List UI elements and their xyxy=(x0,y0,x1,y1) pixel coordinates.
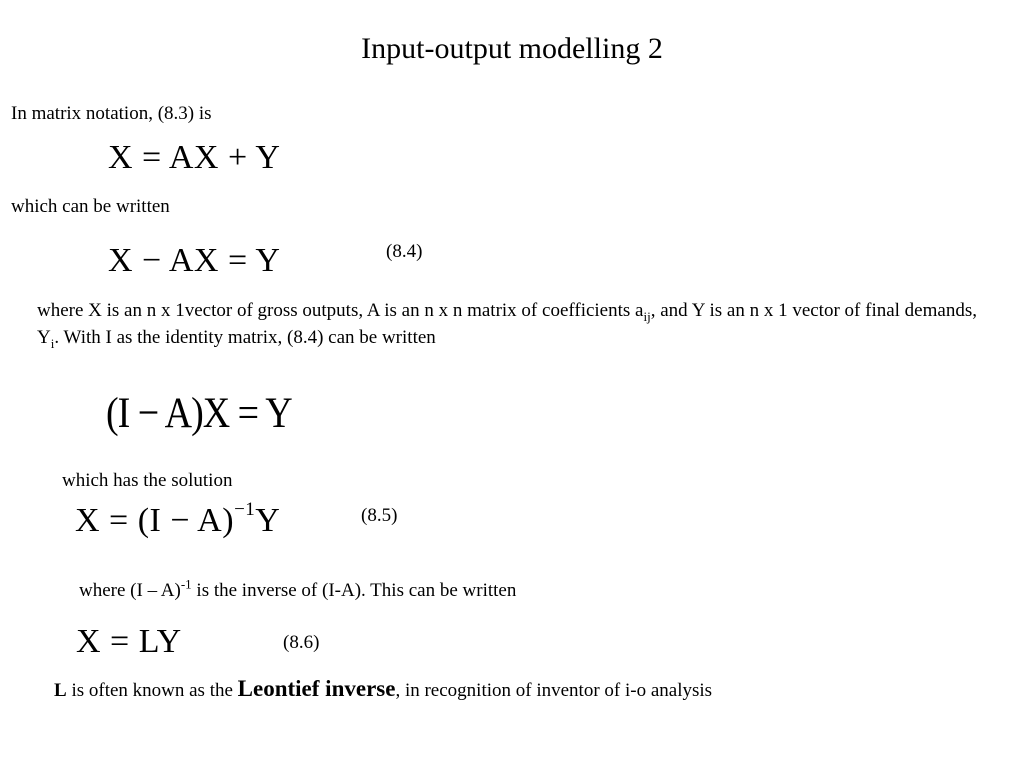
slide-title: Input-output modelling 2 xyxy=(361,32,663,65)
subscript-i: i xyxy=(50,335,55,351)
which-can-be-written-text: which can be written xyxy=(11,196,170,217)
solution-text: which has the solution xyxy=(62,470,233,491)
leontief-inverse-term: Leontief inverse xyxy=(237,676,396,701)
matrix-l-label: L xyxy=(54,680,67,701)
equation-8-3: X = AX + Y xyxy=(108,139,281,176)
definition-paragraph xyxy=(37,297,997,351)
equation-8-5-right: Y xyxy=(255,502,281,539)
equation-8-5-left: X = (I − A) xyxy=(75,502,235,539)
intro-text: In matrix notation, (8.3) is xyxy=(11,103,212,124)
definition-part-2: , and Y is an n x 1 vector of final demands, Y xyxy=(37,300,977,348)
equation-number-8-6: (8.6) xyxy=(283,632,320,653)
equation-number-8-4: (8.4) xyxy=(386,241,423,262)
leontief-footer-text xyxy=(54,676,712,702)
definition-part-3: . With I as the identity matrix, (8.4) can be written xyxy=(54,327,436,348)
equation-8-4: X − AX = Y xyxy=(108,242,281,279)
equation-identity-form: (I − A)X = Y xyxy=(106,389,292,438)
inverse-text xyxy=(79,576,517,602)
equation-8-5 xyxy=(75,498,281,540)
equation-8-6: X = LY xyxy=(76,623,182,660)
inverse-part-2: is the inverse of (I-A). This can be written xyxy=(191,580,517,601)
inverse-exponent: -1 xyxy=(180,576,192,592)
equation-8-5-exponent: −1 xyxy=(234,498,256,520)
equation-number-8-5: (8.5) xyxy=(361,505,398,526)
definition-part-1: where X is an n x 1vector of gross outputs, A is an n x n matrix of coefficients a xyxy=(37,300,644,321)
footer-part-1: is often known as the xyxy=(66,680,238,701)
footer-part-2: , in recognition of inventor of i-o analysis xyxy=(395,680,713,701)
inverse-part-1: where (I – A) xyxy=(79,580,181,601)
subscript-ij: ij xyxy=(643,308,651,324)
